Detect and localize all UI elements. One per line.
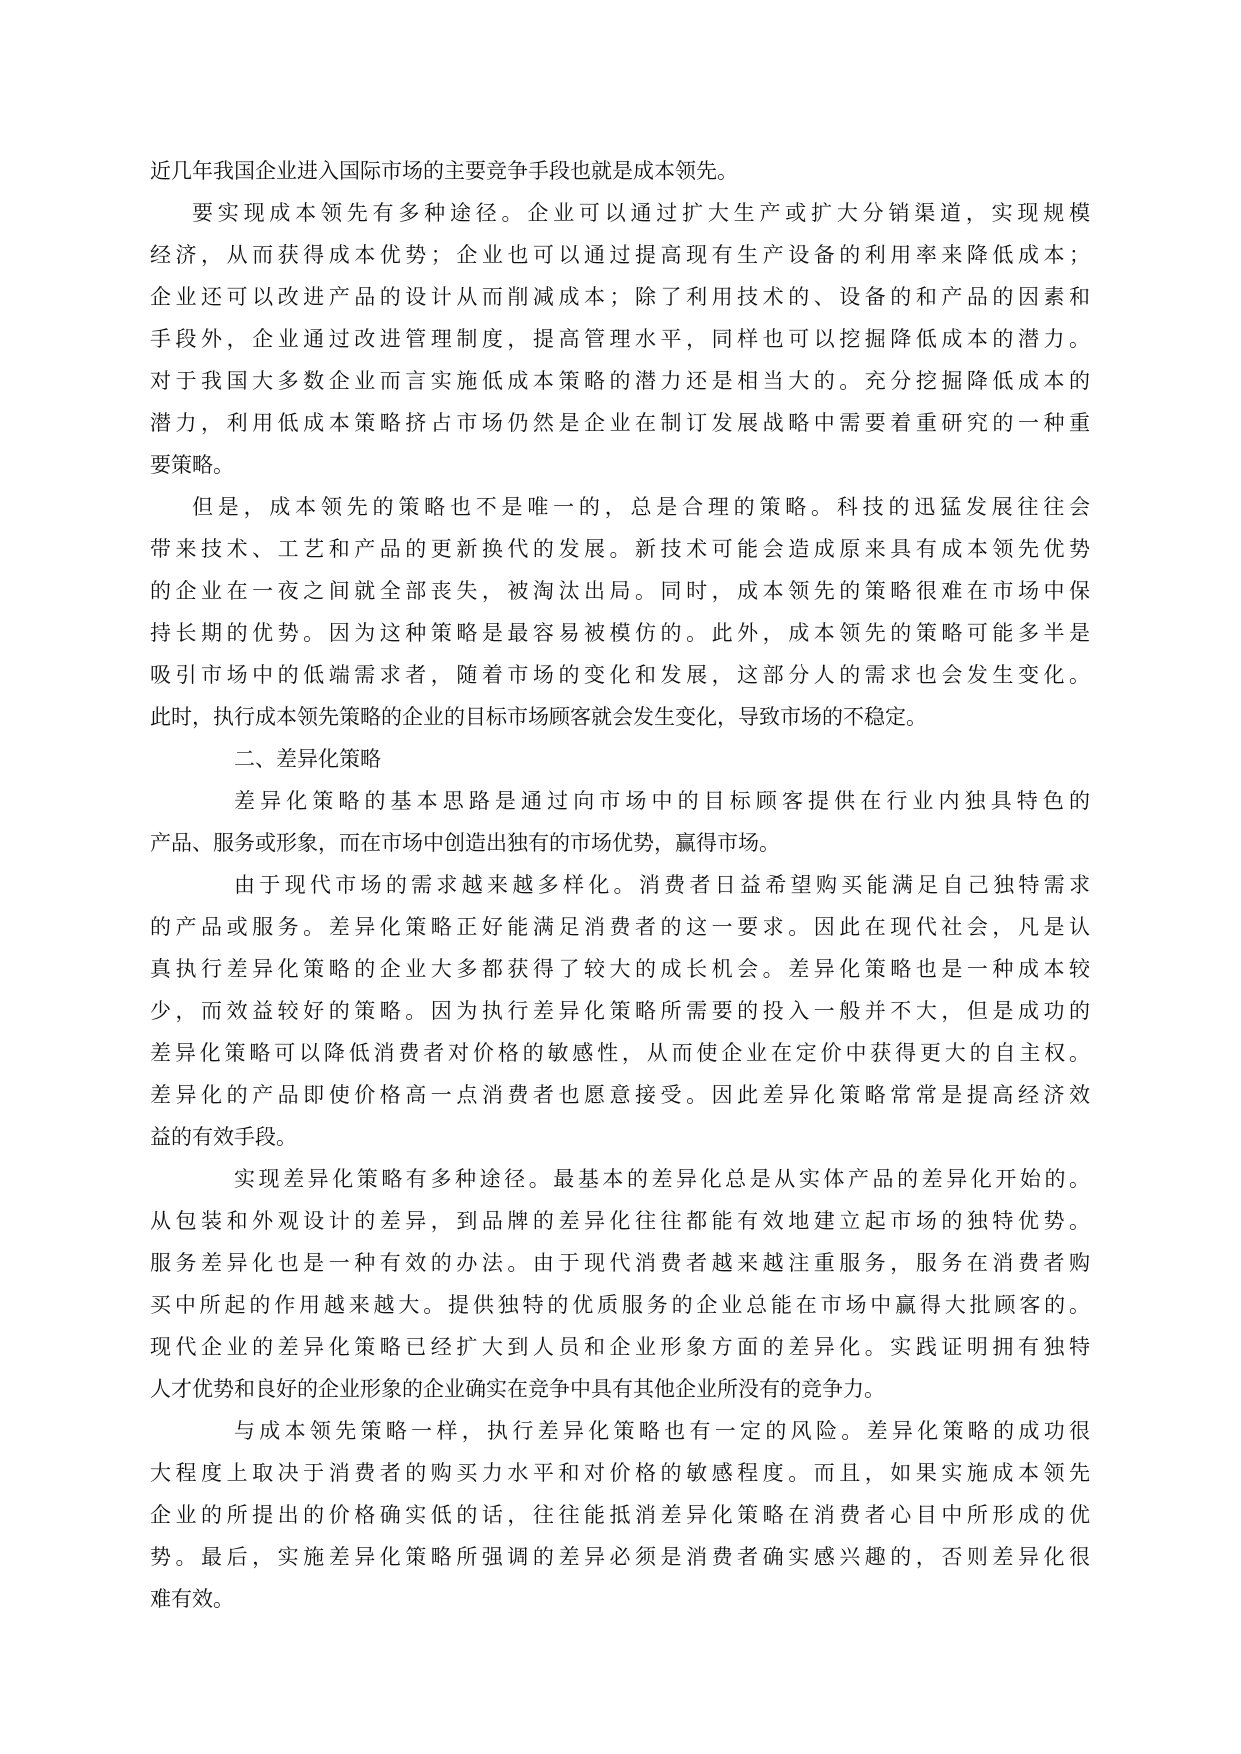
text-line: 少，而效益较好的策略。因为执行差异化策略所需要的投入一般并不大，但是成功的 [150,999,1090,1023]
text-line: 对于我国大多数企业而言实施低成本策略的潜力还是相当大的。充分挖掘降低成本的 [150,369,1090,393]
text-line: 此时，执行成本领先策略的企业的目标市场顾客就会发生变化，导致市场的不稳定。 [150,705,927,729]
text-line: 二、差异化策略 [234,747,381,771]
text-line: 实现差异化策略有多种途径。最基本的差异化总是从实体产品的差异化开始的。 [234,1167,1090,1191]
text-line: 现代企业的差异化策略已经扩大到人员和企业形象方面的差异化。实践证明拥有独特 [150,1335,1090,1359]
text-line: 差异化策略可以降低消费者对价格的敏感性，从而使企业在定价中获得更大的自主权。 [150,1041,1090,1065]
text-line: 企业还可以改进产品的设计从而削减成本；除了利用技术的、设备的和产品的因素和 [150,285,1090,309]
text-line: 潜力，利用低成本策略挤占市场仍然是企业在制订发展战略中需要着重研究的一种重 [150,411,1090,435]
text-line: 差异化的产品即使价格高一点消费者也愿意接受。因此差异化策略常常是提高经济效 [150,1083,1090,1107]
paragraph [150,486,1090,738]
text-line: 手段外，企业通过改进管理制度，提高管理水平，同样也可以挖掘降低成本的潜力。 [150,327,1090,351]
text-line: 的企业在一夜之间就全部丧失，被淘汰出局。同时，成本领先的策略很难在市场中保 [150,579,1090,603]
text-line: 但是，成本领先的策略也不是唯一的，总是合理的策略。科技的迅猛发展往往会 [192,495,1090,519]
paragraph [150,738,1090,780]
text-line: 经济，从而获得成本优势；企业也可以通过提高现有生产设备的利用率来降低成本； [150,243,1090,267]
text-line: 人才优势和良好的企业形象的企业确实在竞争中具有其他企业所没有的竞争力。 [150,1377,885,1401]
text-line: 产品、服务或形象，而在市场中创造出独有的市场优势，赢得市场。 [150,831,780,855]
text-line: 带来技术、工艺和产品的更新换代的发展。新技术可能会造成原来具有成本领先优势 [150,537,1090,561]
text-line: 近几年我国企业进入国际市场的主要竞争手段也就是成本领先。 [150,159,738,183]
paragraph [150,150,1090,192]
text-line: 难有效。 [150,1587,234,1611]
text-line: 企业的所提出的价格确实低的话，往往能抵消差异化策略在消费者心目中所形成的优 [150,1503,1090,1527]
text-line: 要策略。 [150,453,234,477]
text-line: 从包装和外观设计的差异，到品牌的差异化往往都能有效地建立起市场的独特优势。 [150,1209,1090,1233]
paragraph [150,1158,1090,1410]
paragraph [150,864,1090,1158]
document-page [150,150,1090,1620]
paragraph [150,780,1090,864]
text-line: 真执行差异化策略的企业大多都获得了较大的成长机会。差异化策略也是一种成本较 [150,957,1090,981]
text-line: 大程度上取决于消费者的购买力水平和对价格的敏感程度。而且，如果实施成本领先 [150,1461,1090,1485]
text-line: 的产品或服务。差异化策略正好能满足消费者的这一要求。因此在现代社会，凡是认 [150,915,1090,939]
text-line: 服务差异化也是一种有效的办法。由于现代消费者越来越注重服务，服务在消费者购 [150,1251,1090,1275]
text-line: 势。最后，实施差异化策略所强调的差异必须是消费者确实感兴趣的，否则差异化很 [150,1545,1090,1569]
text-line: 差异化策略的基本思路是通过向市场中的目标顾客提供在行业内独具特色的 [234,789,1090,813]
text-line: 吸引市场中的低端需求者，随着市场的变化和发展，这部分人的需求也会发生变化。 [150,663,1090,687]
paragraph [150,1410,1090,1620]
text-line: 持长期的优势。因为这种策略是最容易被模仿的。此外，成本领先的策略可能多半是 [150,621,1090,645]
text-line: 买中所起的作用越来越大。提供独特的优质服务的企业总能在市场中赢得大批顾客的。 [150,1293,1090,1317]
text-line: 益的有效手段。 [150,1125,297,1149]
text-line: 与成本领先策略一样，执行差异化策略也有一定的风险。差异化策略的成功很 [234,1419,1090,1443]
text-line: 由于现代市场的需求越来越多样化。消费者日益希望购买能满足自己独特需求 [234,873,1090,897]
paragraph [150,192,1090,486]
text-line: 要实现成本领先有多种途径。企业可以通过扩大生产或扩大分销渠道，实现规模 [192,201,1090,225]
